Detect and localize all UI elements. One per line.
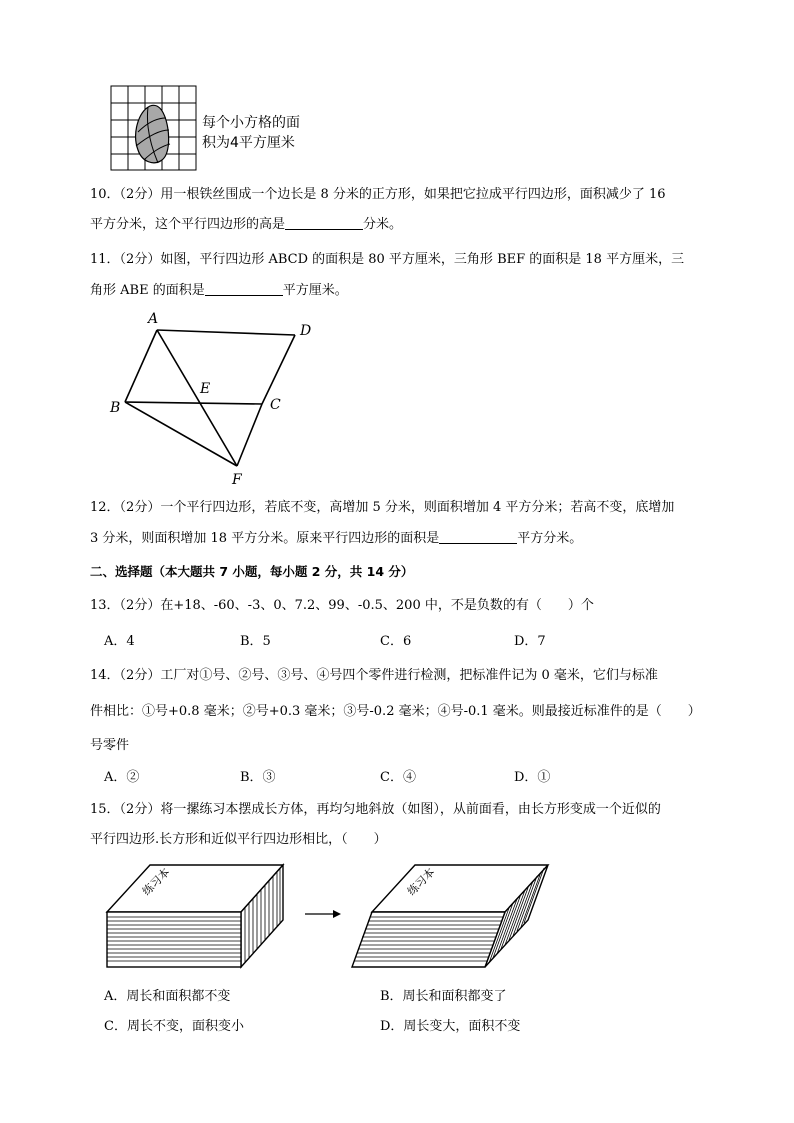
point-e-label: E (200, 381, 211, 397)
q14-line1: 14．（2分）工厂对①号、②号、③号、④号四个零件进行检测，把标准件记为 0 毫米，它们与标准 (90, 668, 658, 683)
q12-text-after: 平方分米。 (517, 531, 583, 546)
q15-line1: 15．（2分）将一摞练习本摆成长方体，再均匀地斜放（如图），从前面看，由长方形变成一个近似的 (90, 802, 661, 817)
edge-cf (237, 404, 262, 466)
q13-option-a[interactable]: A．4 (104, 634, 135, 649)
grid-figure (108, 84, 208, 174)
q14-option-d[interactable]: D．① (514, 770, 551, 785)
q11-line1: 11．（2分）如图，平行四边形 ABCD 的面积是 80 平方厘米，三角形 BEF 的面积是 18 平方厘米，三 (90, 252, 685, 267)
point-d-label: D (300, 323, 312, 339)
q10-line1: 10．（2分）用一根铁丝围成一个边长是 8 分米的正方形，如果把它拉成平行四边形，面积减少了 16 (90, 187, 666, 202)
edge-ad (157, 330, 295, 335)
q14-line2: 件相比：①号+0.8 毫米；②号+0.3 毫米；③号-0.2 毫米；④号-0.1 毫米。则最接近标准件的是（ ） (90, 704, 701, 719)
section-title: 二、选择题（本大题共 7 小题，每小题 2 分，共 14 分） (90, 564, 414, 579)
point-f-label: F (232, 472, 242, 488)
q15-option-a[interactable]: A．周长和面积都不变 (104, 989, 231, 1004)
q10-text-before: 平方分米，这个平行四边形的高是 (90, 217, 286, 232)
book-stack-slanted (350, 860, 555, 975)
q15-option-b[interactable]: B．周长和面积都变了 (380, 989, 507, 1004)
q13-option-d[interactable]: D．7 (514, 634, 546, 649)
edge-bc (125, 402, 262, 404)
q15-option-d[interactable]: D．周长变大，面积不变 (380, 1019, 521, 1034)
edge-ab (125, 330, 157, 402)
edge-dc (262, 335, 295, 404)
grid-label-line1: 每个小方格的面 (202, 115, 300, 131)
q12-line2 (90, 529, 582, 549)
q11-parallelogram-figure (100, 305, 330, 495)
book-label-left: 练习本 (139, 865, 173, 899)
q13-stem: 13．（2分）在+18、-60、-3、0、7.2、99、-0.5、200 中，不是负数的有（ ）个 (90, 598, 594, 613)
q10-text-after: 分米。 (363, 217, 403, 232)
grid-label-line2: 积为4平方厘米 (202, 135, 295, 151)
q10-answer-blank[interactable] (285, 215, 363, 230)
point-b-label: B (110, 400, 121, 416)
q11-answer-blank[interactable] (205, 281, 283, 296)
book-label-right: 练习本 (404, 865, 438, 899)
q10-line2 (90, 215, 402, 235)
point-a-label: A (148, 311, 159, 327)
q15-option-c[interactable]: C．周长不变，面积变小 (104, 1019, 244, 1034)
q14-option-c[interactable]: C．④ (380, 770, 416, 785)
book-stack-rectangular (105, 860, 285, 975)
q14-option-b[interactable]: B．③ (240, 770, 276, 785)
edge-bf (125, 402, 237, 466)
q14-option-a[interactable]: A．② (104, 770, 140, 785)
point-c-label: C (270, 397, 281, 413)
arrow-icon (303, 908, 343, 920)
q11-text-after: 平方厘米。 (282, 283, 348, 298)
edge-af (157, 330, 237, 466)
q13-option-b[interactable]: B．5 (240, 634, 271, 649)
q12-answer-blank[interactable] (439, 529, 517, 544)
q13-option-c[interactable]: C．6 (380, 634, 412, 649)
q14-line3: 号零件 (90, 738, 130, 753)
q12-text-before: 3 分米，则面积增加 18 平方分米。原来平行四边形的面积是 (90, 531, 440, 546)
q12-line1: 12．（2分）一个平行四边形，若底不变，高增加 5 分米，则面积增加 4 平方分米；若高不变，底增加 (90, 500, 675, 515)
q11-line2 (90, 281, 348, 301)
q15-line2: 平行四边形.长方形和近似平行四边形相比，（ ） (90, 832, 387, 847)
q11-text-before: 角形 ABE 的面积是 (90, 283, 205, 298)
